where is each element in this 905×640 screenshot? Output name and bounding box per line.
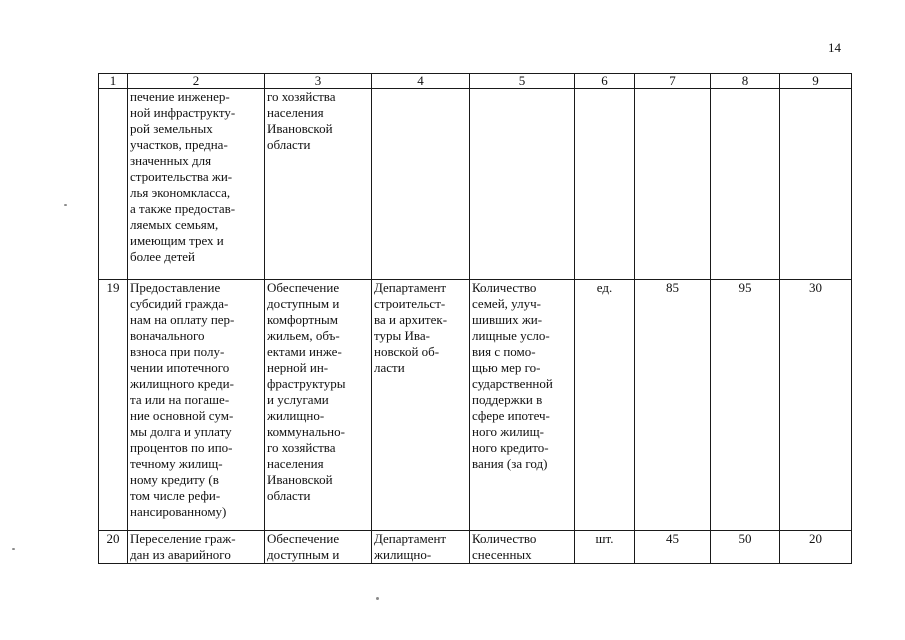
- cell-text-line: процентов по ипо-: [130, 440, 233, 455]
- cell-text-line: та или на погаше-: [130, 392, 230, 407]
- value-cell-7: 85: [635, 280, 711, 531]
- scan-speck: [376, 597, 379, 600]
- cell-text-line: взноса при полу-: [130, 344, 225, 359]
- indicator-cell: [470, 531, 575, 564]
- cell-text-line: имеющим трех и: [130, 233, 224, 248]
- row-number-cell: [99, 89, 128, 280]
- column-header: 7: [635, 74, 711, 89]
- value-cell-7: 45: [635, 531, 711, 564]
- scan-speck: [64, 204, 67, 206]
- unit-cell: [575, 89, 635, 280]
- program-goal-cell: [265, 89, 372, 280]
- cell-text-line: субсидий гражда-: [130, 296, 229, 311]
- cell-text-line: и услугами: [267, 392, 329, 407]
- cell-text-line: комфортным: [267, 312, 338, 327]
- cell-text-line: нам на оплату пер-: [130, 312, 235, 327]
- cell-text-line: области: [267, 488, 311, 503]
- cell-text-line: ласти: [374, 360, 405, 375]
- cell-text-line: Обеспечение: [267, 531, 340, 546]
- cell-text-line: ного жилищ-: [472, 424, 544, 439]
- cell-text-line: ному кредиту (в: [130, 472, 219, 487]
- cell-text-line: поддержки в: [472, 392, 543, 407]
- cell-text-line: воначального: [130, 328, 205, 343]
- cell-text-line: коммунально-: [267, 424, 345, 439]
- cell-text-line: ляемых семьям,: [130, 217, 219, 232]
- cell-text-line: мы долга и уплату: [130, 424, 232, 439]
- cell-text-line: туры Ива-: [374, 328, 430, 343]
- cell-text-line: строительст-: [374, 296, 446, 311]
- cell-text-line: ние основной сум-: [130, 408, 234, 423]
- unit-cell: шт.: [575, 531, 635, 564]
- cell-text-line: го хозяйства: [267, 440, 336, 455]
- value-cell-8: 95: [711, 280, 780, 531]
- cell-text-line: нансированному): [130, 504, 227, 519]
- table-row: [99, 89, 852, 280]
- table-row: [99, 531, 852, 564]
- cell-text-line: жилищно-: [374, 547, 432, 562]
- cell-text-line: Ивановской: [267, 121, 333, 136]
- cell-text-line: рой земельных: [130, 121, 213, 136]
- cell-text-line: ного кредито-: [472, 440, 549, 455]
- cell-text-line: дан из аварийного: [130, 547, 231, 562]
- measure-name-cell: [128, 280, 265, 531]
- scan-speck: [12, 548, 15, 550]
- cell-text-line: Ивановской: [267, 472, 333, 487]
- column-header: 9: [780, 74, 852, 89]
- page-number: 14: [828, 40, 841, 55]
- cell-text-line: а также предостав-: [130, 201, 236, 216]
- cell-text-line: лищные усло-: [472, 328, 550, 343]
- cell-text-line: области: [267, 137, 311, 152]
- value-cell-9: [780, 89, 852, 280]
- cell-text-line: ектами инже-: [267, 344, 342, 359]
- cell-text-line: шивших жи-: [472, 312, 543, 327]
- executor-cell: [372, 531, 470, 564]
- measure-name-cell: [128, 531, 265, 564]
- column-header: 1: [99, 74, 128, 89]
- measure-name-cell: [128, 89, 265, 280]
- executor-cell: [372, 280, 470, 531]
- cell-text-line: Предоставление: [130, 280, 221, 295]
- cell-text-line: значенных для: [130, 153, 212, 168]
- cell-text-line: лья экономкласса,: [130, 185, 231, 200]
- column-header: 4: [372, 74, 470, 89]
- header-row: [99, 74, 852, 89]
- cell-text-line: сфере ипотеч-: [472, 408, 550, 423]
- row-number-cell: 19: [99, 280, 128, 531]
- column-header: 8: [711, 74, 780, 89]
- cell-text-line: более детей: [130, 249, 196, 264]
- cell-text-line: новской об-: [374, 344, 440, 359]
- cell-text-line: течному жилищ-: [130, 456, 223, 471]
- cell-text-line: участков, предна-: [130, 137, 228, 152]
- cell-text-line: жильем, объ-: [267, 328, 340, 343]
- indicator-cell: [470, 280, 575, 531]
- cell-text-line: населения: [267, 105, 324, 120]
- value-cell-9: 20: [780, 531, 852, 564]
- cell-text-line: нерной ин-: [267, 360, 329, 375]
- cell-text-line: доступным и: [267, 547, 340, 562]
- cell-text-line: Департамент: [374, 280, 447, 295]
- program-goal-cell: [265, 531, 372, 564]
- cell-text-line: вания (за год): [472, 456, 548, 471]
- cell-text-line: Переселение граж-: [130, 531, 236, 546]
- value-cell-9: 30: [780, 280, 852, 531]
- cell-text-line: жилищного креди-: [130, 376, 234, 391]
- cell-text-line: Обеспечение: [267, 280, 340, 295]
- program-goal-cell: [265, 280, 372, 531]
- executor-cell: [372, 89, 470, 280]
- column-header: 5: [470, 74, 575, 89]
- value-cell-8: 50: [711, 531, 780, 564]
- column-header: 2: [128, 74, 265, 89]
- unit-cell: ед.: [575, 280, 635, 531]
- cell-text-line: семей, улуч-: [472, 296, 541, 311]
- cell-text-line: печение инженер-: [130, 89, 230, 104]
- table-row: [99, 280, 852, 531]
- cell-text-line: строительства жи-: [130, 169, 233, 184]
- cell-text-line: чении ипотечного: [130, 360, 230, 375]
- cell-text-line: Департамент: [374, 531, 447, 546]
- cell-text-line: фраструктуры: [267, 376, 346, 391]
- cell-text-line: доступным и: [267, 296, 340, 311]
- cell-text-line: го хозяйства: [267, 89, 336, 104]
- cell-text-line: снесенных: [472, 547, 532, 562]
- column-header: 3: [265, 74, 372, 89]
- cell-text-line: жилищно-: [267, 408, 325, 423]
- column-header: 6: [575, 74, 635, 89]
- cell-text-line: Количество: [472, 531, 537, 546]
- cell-text-line: населения: [267, 456, 324, 471]
- program-table: [98, 73, 852, 564]
- row-number-cell: 20: [99, 531, 128, 564]
- indicator-cell: [470, 89, 575, 280]
- cell-text-line: вия с помо-: [472, 344, 536, 359]
- cell-text-line: ва и архитек-: [374, 312, 448, 327]
- value-cell-7: [635, 89, 711, 280]
- cell-text-line: щью мер го-: [472, 360, 541, 375]
- cell-text-line: ной инфраструкту-: [130, 105, 236, 120]
- cell-text-line: том числе рефи-: [130, 488, 221, 503]
- cell-text-line: сударственной: [472, 376, 553, 391]
- cell-text-line: Количество: [472, 280, 537, 295]
- value-cell-8: [711, 89, 780, 280]
